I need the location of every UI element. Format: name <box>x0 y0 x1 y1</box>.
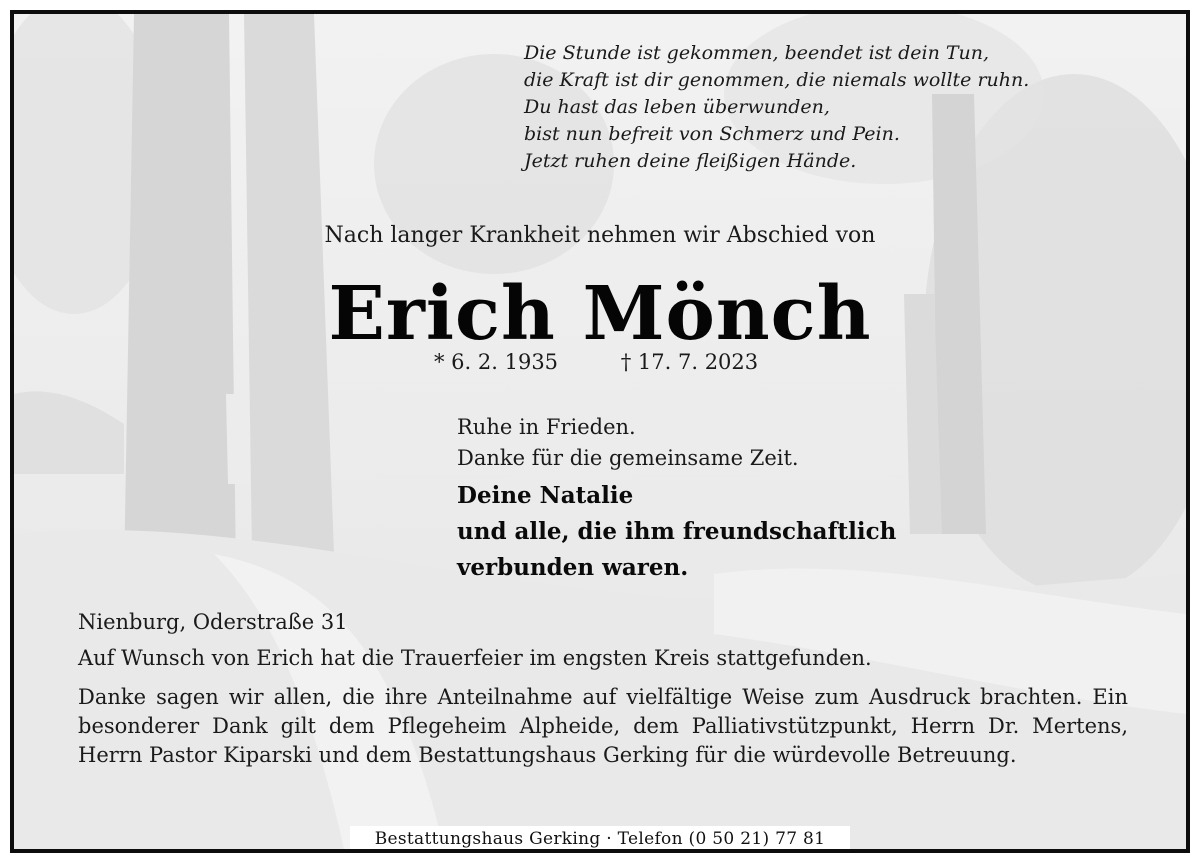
thanks-for-time: Danke für die gemeinsame Zeit. <box>457 446 799 470</box>
poem-line: Die Stunde ist gekommen, beendet ist dein Tun, <box>524 42 990 64</box>
poem-line: Du hast das leben überwunden, <box>524 96 830 118</box>
deceased-name: Erich Mönch <box>328 271 872 357</box>
address: Nienburg, Oderstraße 31 <box>78 610 348 634</box>
thanks-paragraph: Danke sagen wir allen, die ihre Anteilnahme auf vielfältige Weise zum Ausdruck brachten. Ein besonderer Dank gilt dem Pflegeheim Alpheide, dem Palliativstützpunkt, Herrn Dr. Mertens, Herrn Pastor Kiparski und dem Bestattungshaus Gerking für die würdevolle Betreuung. <box>78 685 1128 767</box>
memorial-poem <box>524 40 1084 175</box>
undertaker-contact: Bestattungshaus Gerking · Telefon (0 50 21) 77 81 <box>350 826 850 852</box>
poem-line: bist nun befreit von Schmerz und Pein. <box>524 123 900 145</box>
signature-line: verbunden waren. <box>457 554 689 581</box>
death-date: † 17. 7. 2023 <box>620 350 759 374</box>
poem-line: die Kraft ist dir genommen, die niemals wollte ruhn. <box>524 69 1030 91</box>
birth-date: * 6. 2. 1935 <box>434 350 559 374</box>
farewell-intro: Nach langer Krankheit nehmen wir Abschied von <box>324 223 876 248</box>
life-dates <box>434 350 758 374</box>
signature-name: Deine Natalie <box>457 482 634 509</box>
obituary-notice <box>10 10 1190 853</box>
rest-in-peace: Ruhe in Frieden. <box>457 415 636 439</box>
signature-line: und alle, die ihm freundschaftlich <box>457 518 897 545</box>
poem-line: Jetzt ruhen deine fleißigen Hände. <box>524 150 857 172</box>
family-message <box>457 412 1057 586</box>
notice-footer <box>78 609 1128 770</box>
ceremony-note: Auf Wunsch von Erich hat die Trauerfeier im engsten Kreis stattgefunden. <box>78 646 872 670</box>
